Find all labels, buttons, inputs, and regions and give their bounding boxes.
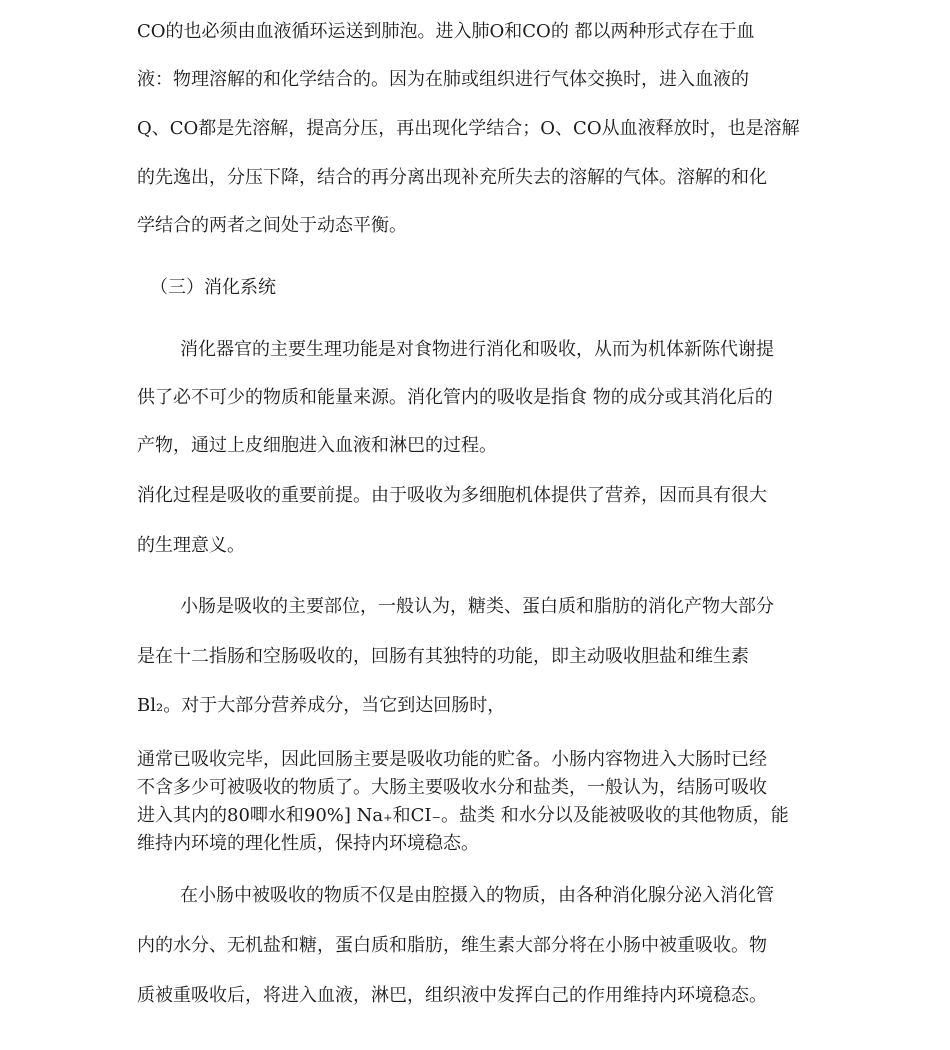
text-line: Q、CO都是先溶解，提高分压，再出现化学结合；O、CO从血液释放时，也是溶解: [137, 118, 800, 139]
text-line: 消化器官的主要生理功能是对食物进行消化和吸收，从而为机体新陈代谢提: [180, 339, 774, 360]
text-line: 维持内环境的理化性质，保持内环境稳态。: [137, 833, 479, 854]
section-heading: （三）消化系统: [150, 277, 276, 298]
text-line: 的先逸出，分压下降，结合的再分离出现补充所失去的溶解的气体。溶解的和化: [137, 167, 767, 188]
text-line: 产物，通过上皮细胞进入血液和淋巴的过程。: [137, 435, 497, 456]
text-line: 供了必不可少的物质和能量来源。消化管内的吸收是指食 物的成分或其消化后的: [137, 387, 773, 408]
text-line: 的生理意义。: [137, 535, 245, 556]
text-line: 液：物理溶解的和化学结合的。因为在肺或组织进行气体交换时，进入血液的: [137, 69, 749, 90]
text-line: 内的水分、无机盐和糖，蛋白质和脂肪，维生素大部分将在小肠中被重吸收。物: [137, 935, 767, 956]
text-line: 小肠是吸收的主要部位，一般认为，糖类、蛋白质和脂肪的消化产物大部分: [180, 596, 774, 617]
text-line: 是在十二指肠和空肠吸收的，回肠有其独特的功能，即主动吸收胆盐和维生素: [137, 646, 749, 667]
text-line: 通常已吸收完毕，因此回肠主要是吸收功能的贮备。小肠内容物进入大肠时已经: [137, 749, 767, 770]
text-line: 质被重吸收后，将进入血液，淋巴，组织液中发挥白己的作用维持内环境稳态。: [137, 985, 767, 1006]
text-line: 消化过程是吸收的重要前提。由于吸收为多细胞机体提供了营养，因而具有很大: [137, 485, 767, 506]
text-line: 在小肠中被吸收的物质不仅是由腔摄入的物质，由各种消化腺分泌入消化管: [180, 885, 774, 906]
text-line: 进入其内的80唧水和90%] Na₊和CI₋。盐类 和水分以及能被吸收的其他物质，能: [137, 805, 789, 826]
text-line: Bl₂。对于大部分营养成分，当它到达回肠时，: [137, 695, 506, 716]
text-line: 不含多少可被吸收的物质了。大肠主要吸收水分和盐类，一般认为，结肠可吸收: [137, 777, 767, 798]
text-line: CO的也必须由血液循环运送到肺泡。进入肺O和CO的 都以两种形式存在于血: [137, 21, 755, 42]
text-line: 学结合的两者之间处于动态平衡。: [137, 215, 407, 236]
